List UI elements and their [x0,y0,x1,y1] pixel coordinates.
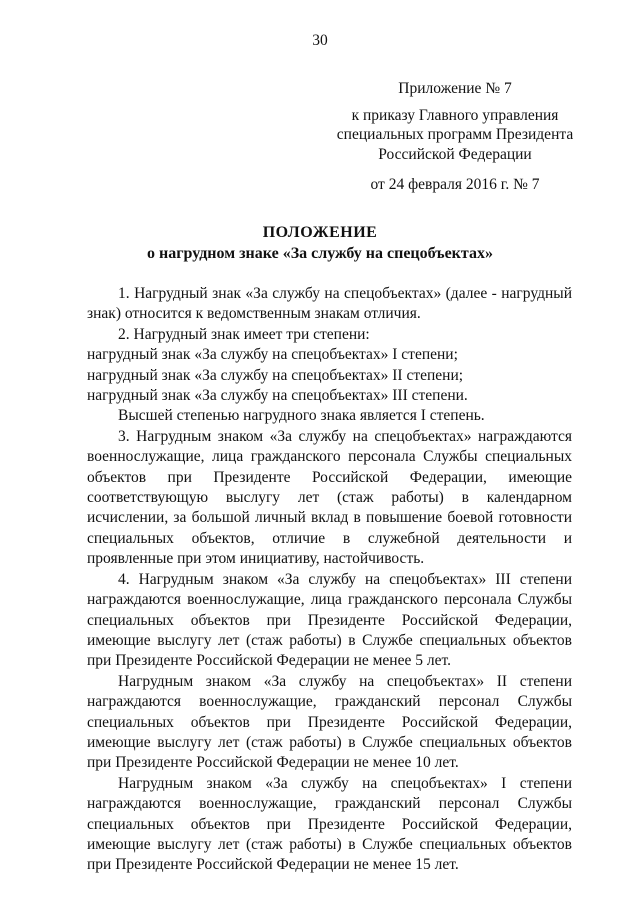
paragraph: 3. Нагрудным знаком «За службу на спецобъектах» награждаются военнослужащие, лица гражданского персонала Службы специальных объектов при Президенте Российской Федерации, имеющие соответствующую выслугу лет (стаж работы) в календарном исчислении, за большой личный вклад в повышение боевой готовности специальных объектов, отличие в служебной деятельности и проявленные при этом инициативу, настойчивость. [87,427,572,568]
appendix-date: от 24 февраля 2016 г. № 7 [370,176,540,193]
paragraph: 4. Нагрудным знаком «За службу на спецобъектах» III степени награждаются военнослужащие, лица гражданского персонала Службы специальных объектов при Президенте Российской Федерации, имеющие выслугу лет (стаж работы) в Службе специальных объектов при Президенте Российской Федерации не менее 5 лет. [87,570,572,670]
appendix-line: Российской Федерации [378,145,532,163]
appendix-block [330,79,580,195]
document-title: ПОЛОЖЕНИЕ [262,224,378,241]
paragraph: Нагрудным знаком «За службу на спецобъектах» II степени награждаются военнослужащие, гражданский персонал Службы специальных объектов при Президенте Российской Федерации, имеющие выслугу лет (стаж работы) в Службе специальных объектов при Президенте Российской Федерации не менее 10 лет. [87,672,572,772]
paragraph: Высшей степенью нагрудного знака является I степень. [118,407,485,425]
paragraph: нагрудный знак «За службу на спецобъектах» I степени; [87,346,458,364]
paragraph: 2. Нагрудный знак имеет три степени: [118,325,370,343]
document-subtitle: о нагрудном знаке «За службу на спецобъектах» [147,245,493,262]
page-number: 30 [312,32,328,49]
appendix-line: специальных программ Президента [336,126,574,143]
document-body [87,284,572,876]
appendix-title: Приложение № 7 [398,80,512,97]
paragraph: Нагрудным знаком «За службу на спецобъектах» I степени награждаются военнослужащие, гражданский персонал Службы специальных объектов при Президенте Российской Федерации, имеющие выслугу лет (стаж работы) в Службе специальных объектов при Президенте Российской Федерации не менее 15 лет. [87,774,572,874]
paragraph: 1. Нагрудный знак «За службу на спецобъектах» (далее - нагрудный знак) относится к ведомственным знакам отличия. [87,285,572,323]
document-heading [0,222,640,264]
paragraph: нагрудный знак «За службу на спецобъектах» III степени. [87,387,468,405]
paragraph: нагрудный знак «За службу на спецобъектах» II степени; [87,366,464,384]
appendix-line: к приказу Главного управления [351,106,559,124]
